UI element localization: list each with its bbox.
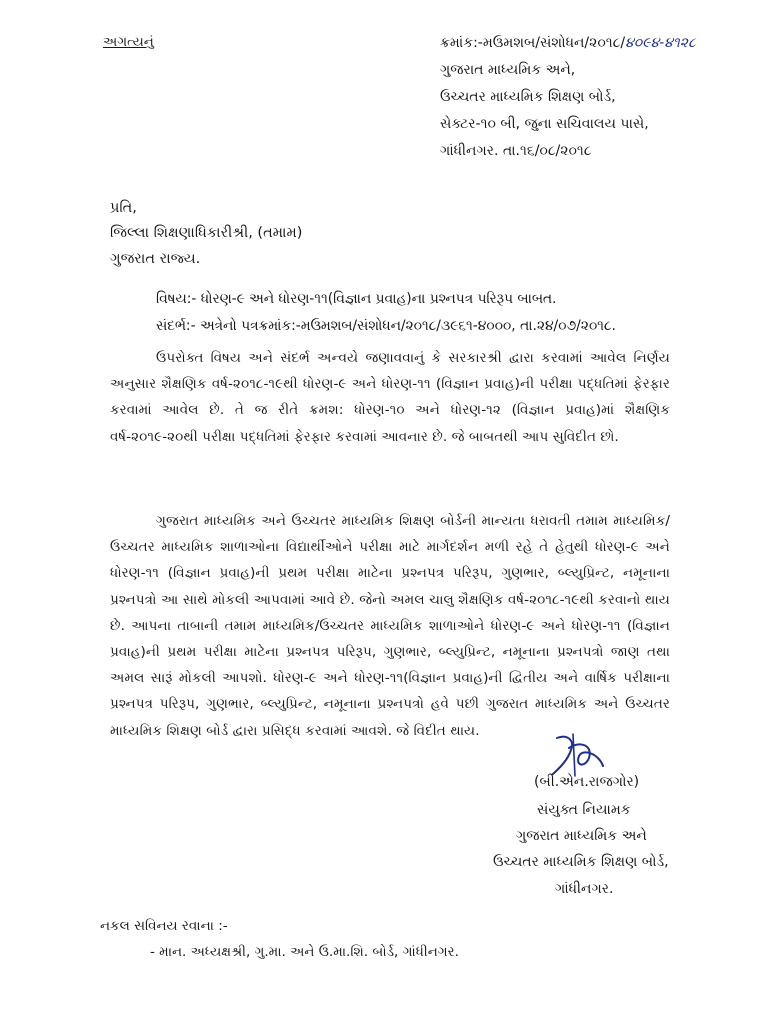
signatory-name: (બી.એન.રાજગોર) — [534, 774, 640, 790]
sender-address-line-2: ઉચ્ચતર માધ્યમિક શિક્ષણ બોર્ડ, — [440, 89, 616, 105]
signatory-org-line-2: ઉચ્ચતર માધ્યમિક શિક્ષણ બોર્ડ, — [493, 854, 669, 870]
copy-to-item: - માન. અધ્યક્ષશ્રી, ગુ.મા. અને ઉ.મા.શિ. બોર્ડ, ગાંધીનગર. — [150, 944, 459, 960]
recipient-line-2: ગુજરાત રાજ્ય. — [110, 251, 201, 267]
signatory-city: ગાંધીનગર. — [555, 881, 614, 897]
importance-label: અગત્યનું — [103, 34, 154, 50]
body-paragraph-1: ઉપરોક્ત વિષય અને સંદર્ભ અન્વયે જણાવવાનું કે સરકારશ્રી દ્વારા કરવામાં આવેલ નિર્ણય અનુસાર શૈક્ષણિક વર્ષ-૨૦૧૮-૧૯થી ધોરણ-૯ અને ધોરણ-૧૧ (વિજ્ઞાન પ્રવાહ)ની પરીક્ષા પદ્ધતિમાં ફેરફાર કરવામાં આવેલ છે. તે જ રીતે ક્રમશ: ધોરણ-૧૦ અને ધોરણ-૧૨ (વિજ્ઞાન પ્રવાહ)માં શૈક્ષણિક વર્ષ-૨૦૧૯-૨૦થી પરીક્ષા પદ્ધતિમાં ફેરફાર કરવામાં આવનાર છે. જે બાબતથી આપ સુવિદીત છો. — [110, 350, 670, 445]
copy-to-title: નકલ સવિનય રવાના :- — [100, 918, 228, 934]
subject-line: વિષય:- ધોરણ-૯ અને ધોરણ-૧૧(વિજ્ઞાન પ્રવાહ)ના પ્રશ્નપત્ર પરિરૂપ બાબત. — [156, 291, 557, 307]
body-paragraph-2: ગુજરાત માધ્યમિક અને ઉચ્ચતર માધ્યમિક શિક્ષણ બોર્ડની માન્યતા ધરાવતી તમામ માધ્યમિક/ઉચ્ચતર માધ્યમિક શાળાઓના વિદ્યાર્થીઓને પરીક્ષા માટે માર્ગદર્શન મળી રહે તે હેતુથી ધોરણ-૯ અને ધોરણ-૧૧ (વિજ્ઞાન પ્રવાહ)ની પ્રથમ પરીક્ષા માટેના પ્રશ્નપત્ર પરિરૂપ, ગુણભાર, બ્લ્યુપ્રિન્ટ, નમૂનાના પ્રશ્નપત્રો આ સાથે મોકલી આપવામાં આવે છે. જેનો અમલ ચાલુ શૈક્ષણિક વર્ષ-૨૦૧૮-૧૯થી કરવાનો થાય છે. આપના તાબાની તમામ માધ્યમિક/ઉચ્ચતર માધ્યમિક શાળાઓને ધોરણ-૯ અને ધોરણ-૧૧ (વિજ્ઞાન પ્રવાહ)ની પ્રથમ પરીક્ષા માટેના પ્રશ્નપત્ર પરિરૂપ, ગુણભાર, બ્લ્યુપ્રિન્ટ, નમૂનાના પ્રશ્નપત્રો જાણ તથા અમલ સારૂં મોકલી આપશો. ધોરણ-૯ અને ધોરણ-૧૧(વિજ્ઞાન પ્રવાહ)ની દ્વિતીય અને વાર્ષિક પરીક્ષાના પ્રશ્નપત્ર પરિરૂપ, ગુણભાર, બ્લ્યુપ્રિન્ટ, નમૂનાના પ્રશ્નપત્રો હવે પછી ગુજરાત માધ્યમિક અને ઉચ્ચતર માધ્યમિક શિક્ષણ બોર્ડ દ્વારા પ્રસિદ્ધ કરવામાં આવશે. જે વિદીત થાય. — [110, 513, 670, 739]
signatory-designation: સંયુક્ત નિયામક — [537, 802, 631, 818]
ref-number-printed: ક્રમાંક:-મઉમશબ/સંશોધન/૨૦૧૮/ — [440, 35, 626, 51]
ref-number-handwritten: ૪૦૯૪-૪૧૨૮ — [625, 35, 696, 51]
recipient-prefix: પ્રતિ, — [110, 200, 137, 216]
recipient-line-1: જિલ્લા શિક્ષણાધિકારીશ્રી, (તમામ) — [110, 225, 303, 241]
signatory-org-line-1: ગુજરાત માધ્યમિક અને — [516, 828, 647, 844]
sender-address-line-1: ગુજરાત માધ્યમિક અને, — [440, 62, 576, 78]
reference-number — [440, 35, 696, 51]
sender-address-line-3: સેક્ટર-૧૦ બી, જુના સચિવાલય પાસે, — [440, 116, 649, 132]
reference-line: સંદર્ભ:- અત્રેનો પત્રક્રમાંક:-મઉમશબ/સંશોધન/૨૦૧૮/૩૯૬૧-૪૦૦૦, તા.૨૪/૦૭/૨૦૧૮. — [156, 318, 616, 334]
sender-date-line: ગાંધીનગર. તા.૧૬/૦૮/૨૦૧૮ — [440, 143, 592, 159]
handwritten-signature — [545, 730, 605, 780]
